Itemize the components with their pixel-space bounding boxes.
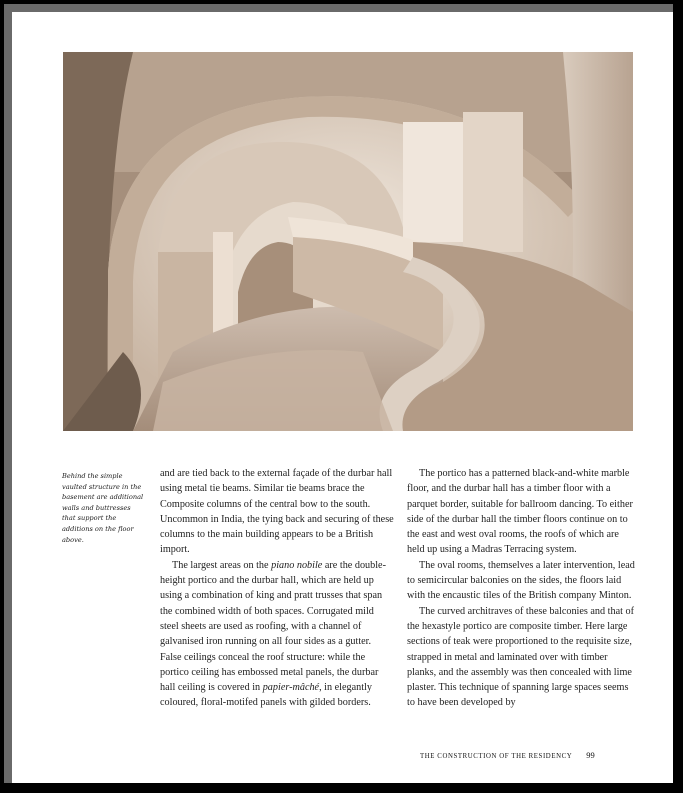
paragraph: and are tied back to the external façade of the durbar hall using metal tie beams. Similar tie beams brace the Composite columns of the central bow to the south. Uncommon in India, the tying back and securing of these columns to the main building appears to be a British import. <box>160 468 394 556</box>
paragraph: The oval rooms, themselves a later intervention, lead to semicircular balconies on the sides, the floors laid with the encaustic tiles of the British company Minton. <box>407 559 635 602</box>
italic-term: papier-mâché <box>262 682 320 694</box>
paragraph <box>160 558 394 711</box>
paragraph: The curved architraves of these balconies and that of the hexastyle portico are composite timber. Here large sections of teak were proportioned to the requisite size, strapped in metal and laminated over with timber planks, and the assembly was then concealed with lime plaster. This technique of spanning large spaces seems to have been developed by <box>407 605 634 709</box>
italic-term: piano nobile <box>271 559 323 571</box>
text-run: , in elegantly coloured, floral-motifed panels with gilded borders. <box>160 682 372 709</box>
running-footer <box>420 750 595 760</box>
vaulted-basement-photo <box>63 52 633 431</box>
photo-caption: Behind the simple vaulted structure in the basement are additional walls and buttresses that support the additions on the floor above. <box>62 472 144 544</box>
text-run: The largest areas on the <box>172 559 272 571</box>
running-head: THE CONSTRUCTION OF THE RESIDENCY <box>420 753 573 760</box>
text-run: are the double-height portico and the durbar hall, which are held up using a combination of king and pratt trusses that span the combined width of both spaces. Corrugated mild steel sheets are used as roofing, with a channel of galvanised iron running on all four sides as a gutter. False ceilings conceal the roof structure: while the portico ceiling has embossed metal panels, the durbar hall ceiling is covered in <box>160 559 386 694</box>
text-column-right <box>407 466 635 711</box>
text-column-left <box>160 466 394 711</box>
page-number: 99 <box>586 750 595 760</box>
paragraph: The portico has a patterned black-and-white marble floor, and the durbar hall has a timber floor with a parquet border, suitable for ballroom dancing. To either side of the durbar hall the timber floors continue on to the east and west oval rooms, the roofs of which are held up using a Madras Terracing system. <box>407 468 633 556</box>
